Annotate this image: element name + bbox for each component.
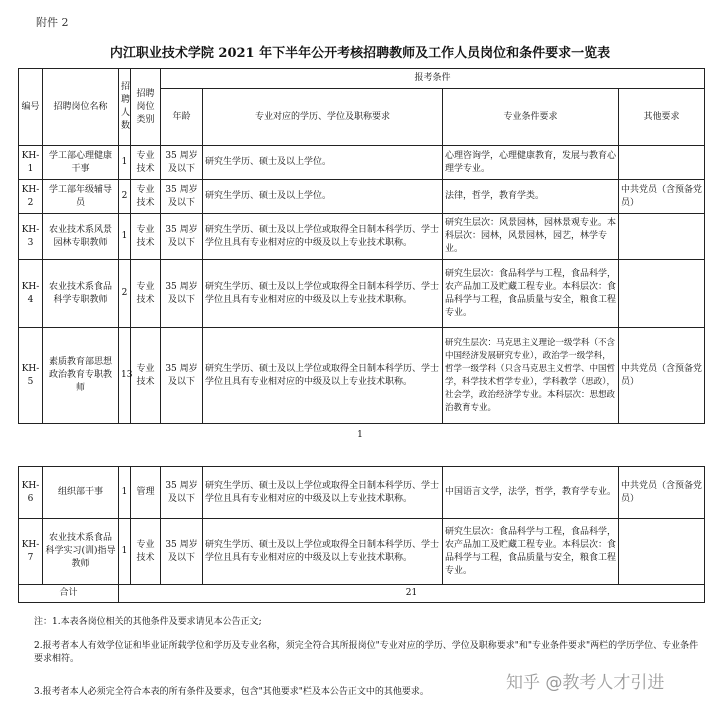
cell-age: 35 周岁及以下 [161, 519, 203, 585]
cell-professional: 研究生层次：风景园林，园林景观专业。本科层次：园林，风景园林，园艺，林学专业。 [443, 214, 619, 260]
cell-age: 35 周岁及以下 [161, 260, 203, 328]
cell-post-name: 学工部心理健康干事 [43, 146, 119, 180]
cell-age: 35 周岁及以下 [161, 467, 203, 519]
header-professional: 专业条件要求 [443, 89, 619, 146]
cell-category: 专业技术 [131, 214, 161, 260]
cell-major: 研究生学历、硕士及以上学位或取得全日制本科学历、学士学位且具有专业相对应的中级及以上专业技术职称。 [203, 328, 443, 424]
cell-post-name: 学工部年级辅导员 [43, 180, 119, 214]
table-row [19, 467, 705, 519]
cell-category: 专业技术 [131, 146, 161, 180]
cell-category: 专业技术 [131, 328, 161, 424]
note-3: 3.报考者本人必须完全符合本表的所有条件及要求，包含"其他要求"栏及本公告正文中的其他要求。 [34, 687, 429, 697]
cell-post-name: 农业技术系食品科学专职教师 [43, 260, 119, 328]
cell-code: KH-6 [19, 467, 43, 519]
total-label: 合计 [19, 585, 119, 603]
cell-count: 2 [119, 260, 131, 328]
table-row [19, 328, 705, 424]
cell-other: 中共党员（含预备党员） [619, 328, 705, 424]
note-1: 注：1.本表各岗位相关的其他条件及要求请见本公告正文; [34, 617, 262, 627]
cell-post-name: 农业技术系食品科学实习(训)指导教师 [43, 519, 119, 585]
cell-code: KH-4 [19, 260, 43, 328]
cell-category: 专业技术 [131, 519, 161, 585]
cell-professional: 研究生层次：食品科学与工程，食品科学，农产品加工及贮藏工程专业。本科层次：食品科学与工程，食品质量与安全，粮食工程专业。 [443, 260, 619, 328]
header-major: 专业对应的学历、学位及职称要求 [203, 89, 443, 146]
cell-count: 1 [119, 214, 131, 260]
note-2: 2.报考者本人有效学位证和毕业证所载学位和学历及专业名称，须完全符合其所报岗位"专业对应的学历、学位及职称要求"和"专业条件要求"两栏的学历学位、专业条件要求相符。 [34, 641, 699, 664]
cell-age: 35 周岁及以下 [161, 146, 203, 180]
header-requirements: 报考条件 [161, 69, 705, 89]
watermark: 知乎 @教考人才引进 [506, 673, 665, 693]
header-category: 招聘岗位类别 [131, 69, 161, 146]
cell-category: 专业技术 [131, 180, 161, 214]
cell-major: 研究生学历、硕士及以上学位或取得全日制本科学历、学士学位且具有专业相对应的中级及以上专业技术职称。 [203, 260, 443, 328]
header-count: 招聘人数 [119, 69, 131, 146]
cell-age: 35 周岁及以下 [161, 328, 203, 424]
cell-major: 研究生学历、硕士及以上学位或取得全日制本科学历、学士学位且具有专业相对应的中级及以上专业技术职称。 [203, 214, 443, 260]
positions-table-page2 [18, 466, 705, 603]
table-row [19, 214, 705, 260]
cell-other [619, 260, 705, 328]
cell-post-name: 素质教育部思想政治教育专职教师 [43, 328, 119, 424]
total-row [19, 585, 705, 603]
header-post-name: 招聘岗位名称 [43, 69, 119, 146]
cell-other: 中共党员（含预备党员） [619, 180, 705, 214]
page-number: 1 [357, 430, 363, 440]
attachment-label: 附件 2 [36, 16, 69, 29]
table-row [19, 146, 705, 180]
cell-professional: 研究生层次：食品科学与工程，食品科学，农产品加工及贮藏工程专业。本科层次：食品科学与工程，食品质量与安全，粮食工程专业。 [443, 519, 619, 585]
header-age: 年龄 [161, 89, 203, 146]
header-code: 编号 [19, 69, 43, 146]
cell-code: KH-3 [19, 214, 43, 260]
cell-code: KH-7 [19, 519, 43, 585]
cell-other [619, 146, 705, 180]
cell-age: 35 周岁及以下 [161, 180, 203, 214]
cell-count: 2 [119, 180, 131, 214]
cell-count: 1 [119, 146, 131, 180]
cell-post-name: 组织部干事 [43, 467, 119, 519]
cell-count: 13 [119, 328, 131, 424]
cell-other: 中共党员（含预备党员） [619, 467, 705, 519]
cell-age: 35 周岁及以下 [161, 214, 203, 260]
cell-other [619, 519, 705, 585]
cell-code: KH-2 [19, 180, 43, 214]
table-row [19, 519, 705, 585]
cell-professional: 心理咨询学，心理健康教育，发展与教育心理学专业。 [443, 146, 619, 180]
table-row [19, 180, 705, 214]
cell-code: KH-5 [19, 328, 43, 424]
cell-major: 研究生学历、硕士及以上学位或取得全日制本科学历、学士学位且具有专业相对应的中级及以上专业技术职称。 [203, 467, 443, 519]
cell-other [619, 214, 705, 260]
cell-count: 1 [119, 519, 131, 585]
total-value: 21 [119, 585, 705, 603]
cell-major: 研究生学历、硕士及以上学位或取得全日制本科学历、学士学位且具有专业相对应的中级及以上专业技术职称。 [203, 519, 443, 585]
cell-major: 研究生学历、硕士及以上学位。 [203, 180, 443, 214]
cell-major: 研究生学历、硕士及以上学位。 [203, 146, 443, 180]
cell-count: 1 [119, 467, 131, 519]
page-title: 内江职业技术学院 2021 年下半年公开考核招聘教师及工作人员岗位和条件要求一览表 [109, 46, 611, 61]
cell-post-name: 农业技术系风景园林专职教师 [43, 214, 119, 260]
table-row [19, 260, 705, 328]
cell-category: 管理 [131, 467, 161, 519]
cell-professional: 研究生层次：马克思主义理论一级学科（不含中国经济发展研究专业），政治学一级学科，哲学一级学科（只含马克思主义哲学、中国哲学，科学技术哲学专业），学科教学（思政），社会学，政治经济学专业。本科层次：思想政治教育专业。 [443, 328, 619, 424]
positions-table-page1 [18, 68, 705, 424]
cell-professional: 中国语言文学，法学，哲学，教育学专业。 [443, 467, 619, 519]
cell-professional: 法律，哲学，教育学类。 [443, 180, 619, 214]
cell-code: KH-1 [19, 146, 43, 180]
header-other: 其他要求 [619, 89, 705, 146]
cell-category: 专业技术 [131, 260, 161, 328]
